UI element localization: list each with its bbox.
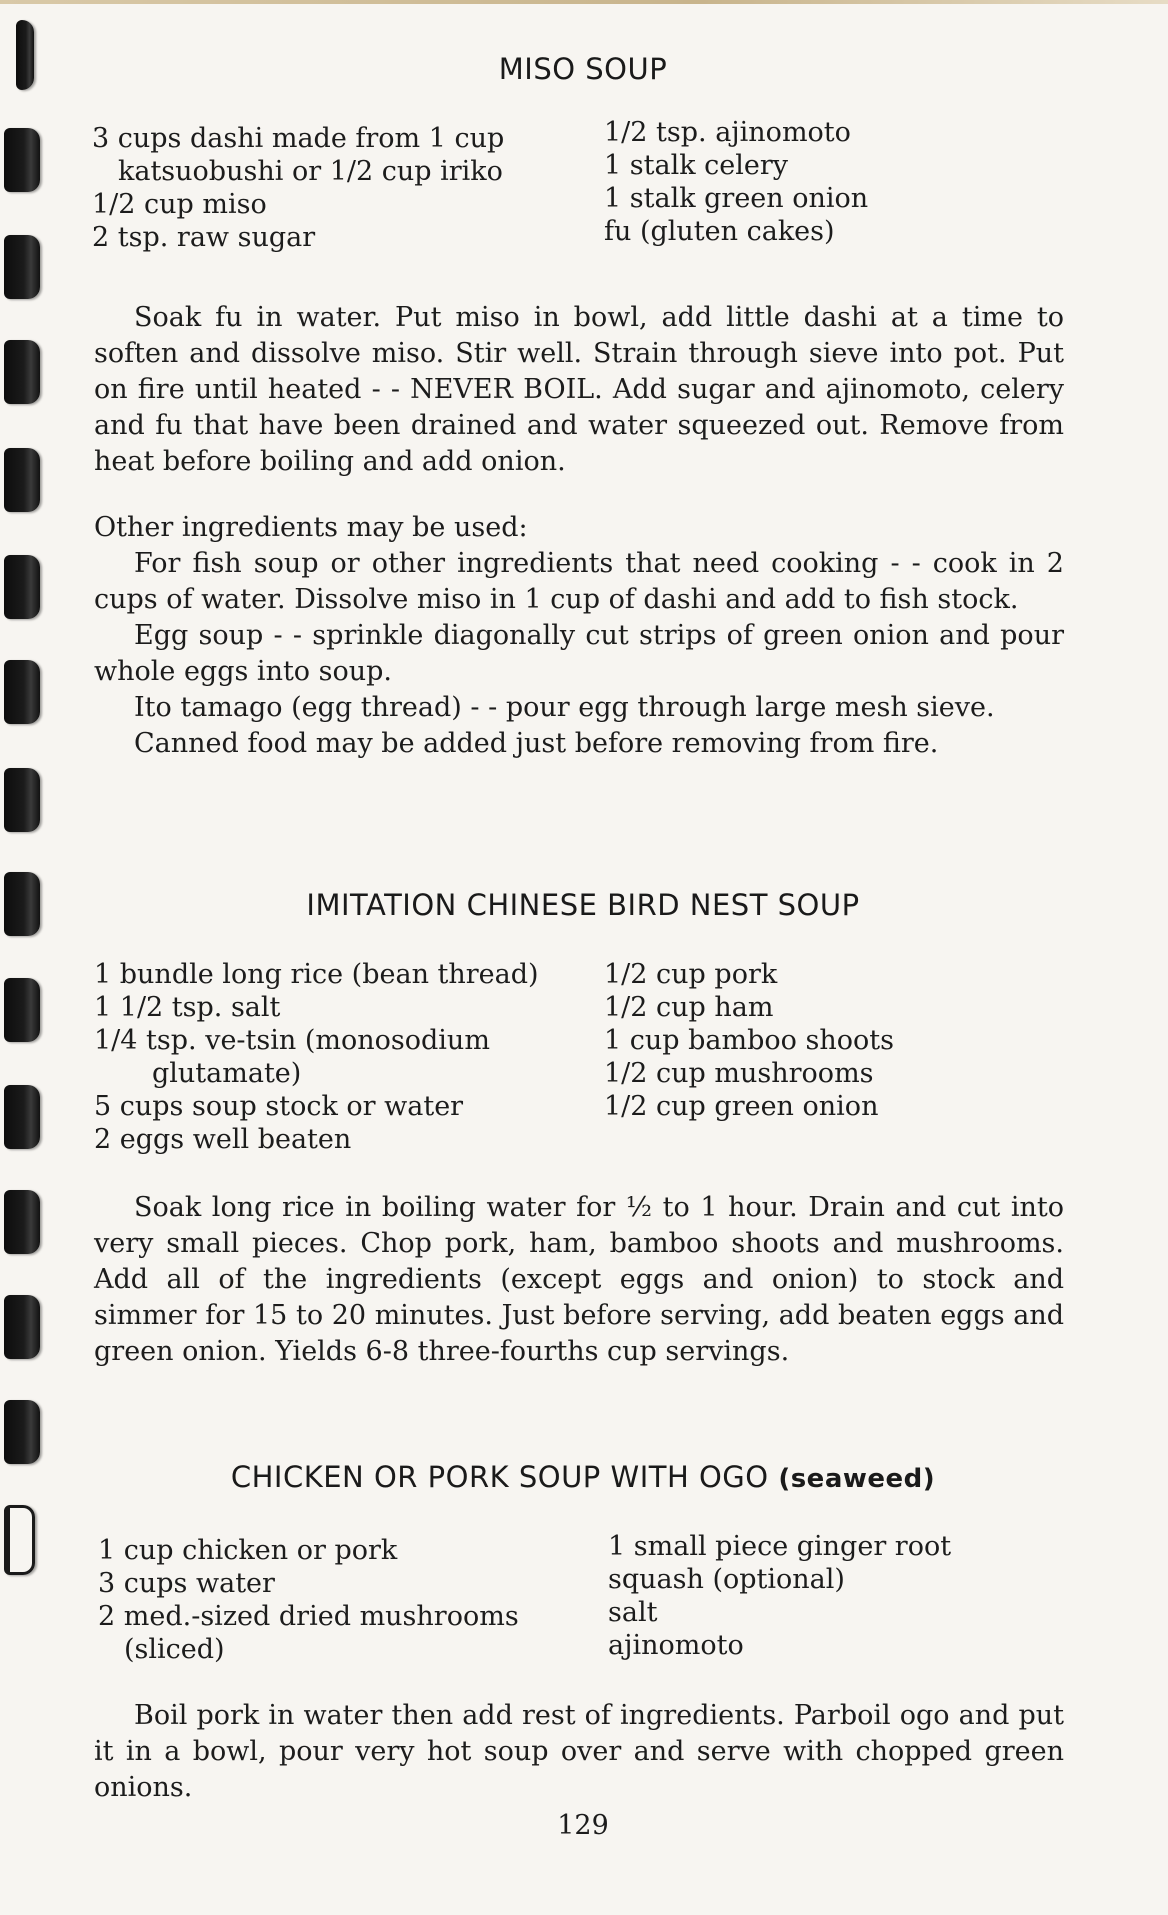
ingredient: fu (gluten cakes) — [604, 216, 835, 247]
directions-text: Boil pork in water then add rest of ingredients. Parboil ogo and put it in a bowl, pour very hot soup over and serve with chopped green onions. — [94, 1700, 1064, 1803]
variation: Ito tamago (egg thread) - - pour egg through large mesh sieve. — [134, 692, 995, 723]
page-content — [88, 0, 1078, 1915]
ingredient: 3 cups dashi made from 1 cup — [92, 123, 505, 154]
binding-ring — [4, 448, 40, 512]
ingredient: 1 bundle long rice (bean thread) — [94, 959, 539, 990]
ingredient: 2 tsp. raw sugar — [92, 222, 316, 253]
binding-ring — [4, 768, 40, 832]
ingredient: 1 small piece ginger root — [608, 1531, 952, 1562]
binding-ring — [4, 128, 40, 192]
ingredient: 1/4 tsp. ve-tsin (monosodium — [94, 1025, 490, 1056]
ingredient: ajinomoto — [608, 1630, 744, 1661]
binding-ring — [4, 1190, 40, 1254]
ingredients-right — [604, 958, 894, 1123]
ingredient: 5 cups soup stock or water — [94, 1091, 464, 1122]
binding-ring — [4, 1400, 40, 1464]
directions — [94, 1190, 1064, 1370]
ingredient: 1/2 tsp. ajinomoto — [604, 117, 851, 148]
ingredients-left — [94, 958, 539, 1156]
binding-ring — [4, 978, 40, 1042]
binding-ring — [4, 1505, 35, 1575]
ingredient: 1 cup chicken or pork — [98, 1535, 398, 1566]
ingredient: 1/2 cup ham — [604, 992, 774, 1023]
binding-ring — [4, 235, 40, 299]
ingredient: 2 eggs well beaten — [94, 1124, 352, 1155]
ingredients-right — [604, 116, 868, 248]
ingredient: 1 cup bamboo shoots — [604, 1025, 894, 1056]
ingredient: 1/2 cup pork — [604, 959, 778, 990]
ingredient: 1/2 cup green onion — [604, 1091, 879, 1122]
binding-ring — [4, 340, 40, 404]
ingredient: squash (optional) — [608, 1564, 845, 1595]
binding-ring — [4, 1295, 40, 1359]
ingredient: 3 cups water — [98, 1568, 275, 1599]
recipe-title: IMITATION CHINESE BIRD NEST SOUP — [306, 888, 860, 922]
page-number: 129 — [557, 1810, 609, 1841]
binding-ring — [4, 872, 40, 936]
recipe-title-note: (seaweed) — [778, 1464, 936, 1494]
ingredient: 2 med.-sized dried mushrooms — [98, 1601, 519, 1632]
ingredient: 1/2 cup miso — [92, 189, 267, 220]
ingredient: 1 stalk green onion — [604, 183, 869, 214]
ingredients-right — [608, 1530, 951, 1662]
variations — [94, 510, 1064, 762]
ingredient: (sliced) — [124, 1634, 225, 1665]
variation: For fish soup or other ingredients that need cooking - - cook in 2 cups of water. Dissolve miso in 1 cup of dashi and add to fish stock. — [94, 548, 1064, 615]
binding-ring — [4, 555, 40, 619]
variations-heading: Other ingredients may be used: — [94, 512, 528, 543]
ingredient: glutamate) — [152, 1058, 302, 1089]
ingredients-left — [92, 122, 504, 254]
ingredient: salt — [608, 1597, 658, 1628]
ingredient: katsuobushi or 1/2 cup iriko — [118, 156, 503, 187]
directions-text: Soak long rice in boiling water for ½ to 1 hour. Drain and cut into very small pieces. Chop pork, ham, bamboo shoots and mushrooms. Add all of the ingredients (except eggs and onion) to stock and simmer for 15 to 20 minutes. Just before serving, add beaten eggs and green onion. Yields 6-8 three-fourths cup servings. — [94, 1192, 1064, 1367]
ingredient: 1 stalk celery — [604, 150, 789, 181]
binding-ring — [4, 660, 40, 724]
recipe-title: MISO SOUP — [498, 52, 668, 86]
directions-text: Soak fu in water. Put miso in bowl, add little dashi at a time to soften and dissolve miso. Stir well. Strain through sieve into pot. Put on fire until heated - - NEVER BOIL. Add sugar and ajinomoto, celery and fu that have been drained and water squeezed out. Remove from heat before boiling and add onion. — [94, 302, 1064, 477]
ingredients-left — [98, 1534, 519, 1666]
recipe-title — [88, 1460, 1078, 1494]
binding-ring — [16, 20, 34, 90]
ingredient: 1/2 cup mushrooms — [604, 1058, 874, 1089]
directions — [94, 1698, 1064, 1806]
recipe-title-text: CHICKEN OR PORK SOUP WITH OGO — [230, 1460, 769, 1494]
variation: Canned food may be added just before removing from fire. — [134, 728, 939, 759]
binding-ring — [4, 1085, 40, 1149]
directions — [94, 300, 1064, 480]
ingredient: 1 1/2 tsp. salt — [94, 992, 281, 1023]
variation: Egg soup - - sprinkle diagonally cut strips of green onion and pour whole eggs into soup. — [94, 620, 1064, 687]
spiral-binding — [0, 0, 60, 1915]
